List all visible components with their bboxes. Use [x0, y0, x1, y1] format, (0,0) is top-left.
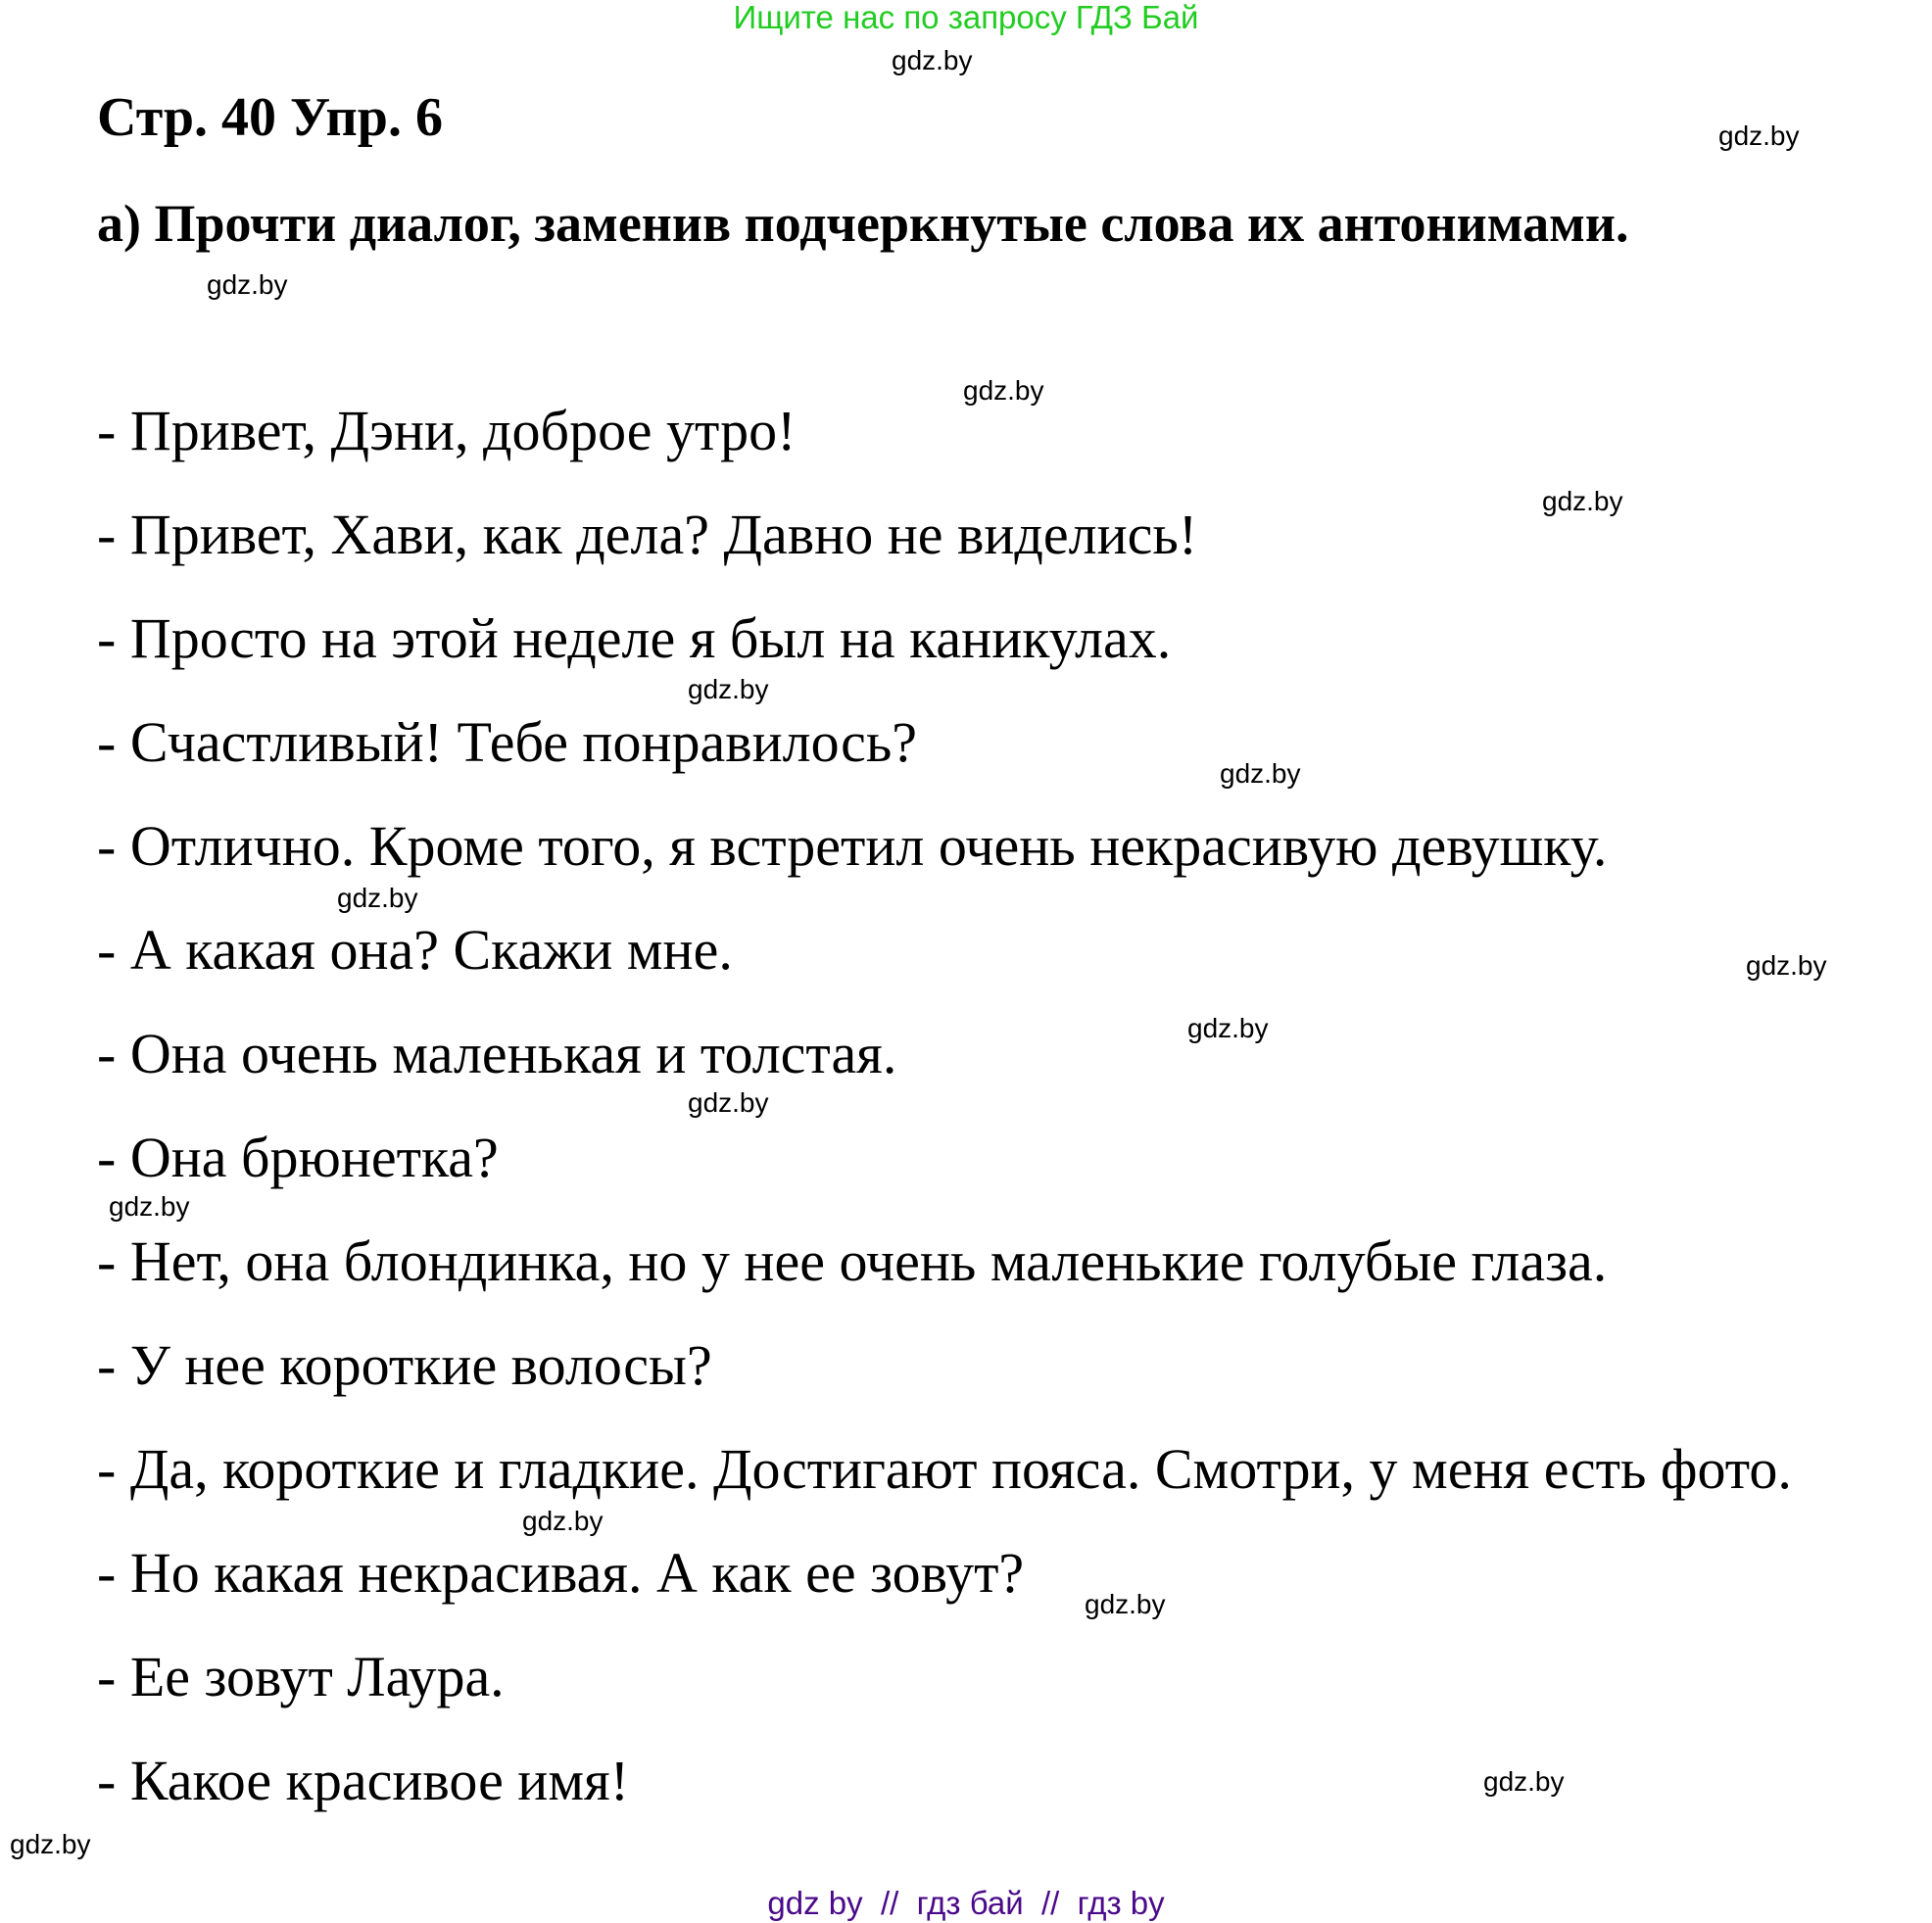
watermark: gdz.by — [963, 375, 1044, 406]
watermark: gdz.by — [1746, 950, 1827, 981]
dialog — [97, 375, 1792, 1833]
watermark: gdz.by — [1718, 120, 1800, 151]
dialog-row — [97, 1002, 1792, 1106]
dialog-row — [97, 691, 1792, 794]
watermark: gdz.by — [688, 1087, 769, 1118]
dialog-row — [97, 483, 1792, 587]
dialog-line: - Но какая некрасивая. А как ее зовут? — [97, 1541, 1025, 1605]
dialog-row — [97, 375, 1792, 483]
dialog-line: - Ее зовут Лаура. — [97, 1645, 505, 1708]
dialog-line: - Она брюнетка? — [97, 1126, 499, 1189]
dialog-row — [97, 1210, 1792, 1314]
watermark: gdz.by — [1483, 1766, 1565, 1797]
dialog-row — [97, 898, 1792, 1002]
dialog-line: - Просто на этой неделе я был на каникулах. — [97, 606, 1172, 670]
watermark: gdz.by — [1542, 486, 1623, 516]
dialog-line: - У нее короткие волосы? — [97, 1333, 712, 1397]
dialog-row — [97, 1314, 1792, 1418]
dialog-line: - Отлично. Кроме того, я встретил очень некрасивую девушку. — [97, 814, 1608, 878]
dialog-line: - Привет, Хави, как дела? Давно не виделись! — [97, 503, 1198, 566]
dialog-line: - Она очень маленькая и толстая. — [97, 1022, 897, 1085]
dialog-row — [97, 587, 1792, 691]
watermark: gdz.by — [1187, 1013, 1269, 1043]
dialog-line: - Да, короткие и гладкие. Достигают пояса. Смотри, у меня есть фото. — [97, 1437, 1792, 1501]
dialog-row — [97, 1625, 1792, 1729]
dialog-line: - Привет, Дэни, доброе утро! — [97, 399, 797, 462]
dialog-row — [97, 1418, 1792, 1521]
watermark: gdz.by — [10, 1829, 91, 1859]
top-banner: Ищите нас по запросу ГДЗ Бай — [733, 0, 1199, 35]
dialog-line: - Какое красивое имя! — [97, 1749, 630, 1812]
watermark: gdz.by — [109, 1191, 190, 1222]
watermark: gdz.by — [337, 883, 418, 913]
watermark: gdz.by — [892, 45, 973, 75]
page-title: Стр. 40 Упр. 6 — [97, 87, 443, 148]
task-heading: а) Прочти диалог, заменив подчеркнутые слова их антонимами. — [97, 194, 1629, 253]
bottom-banner: gdz by // гдз бай // гдз by — [767, 1885, 1165, 1921]
dialog-line: - А какая она? Скажи мне. — [97, 918, 733, 982]
dialog-line: - Нет, она блондинка, но у нее очень маленькие голубые глаза. — [97, 1229, 1608, 1293]
watermark: gdz.by — [207, 269, 288, 300]
watermark: gdz.by — [522, 1506, 604, 1536]
dialog-row — [97, 1521, 1792, 1625]
dialog-line: - Счастливый! Тебе понравилось? — [97, 710, 918, 774]
watermark: gdz.by — [1220, 758, 1301, 789]
dialog-row — [97, 1106, 1792, 1210]
watermark: gdz.by — [1085, 1589, 1166, 1619]
watermark: gdz.by — [688, 674, 769, 704]
